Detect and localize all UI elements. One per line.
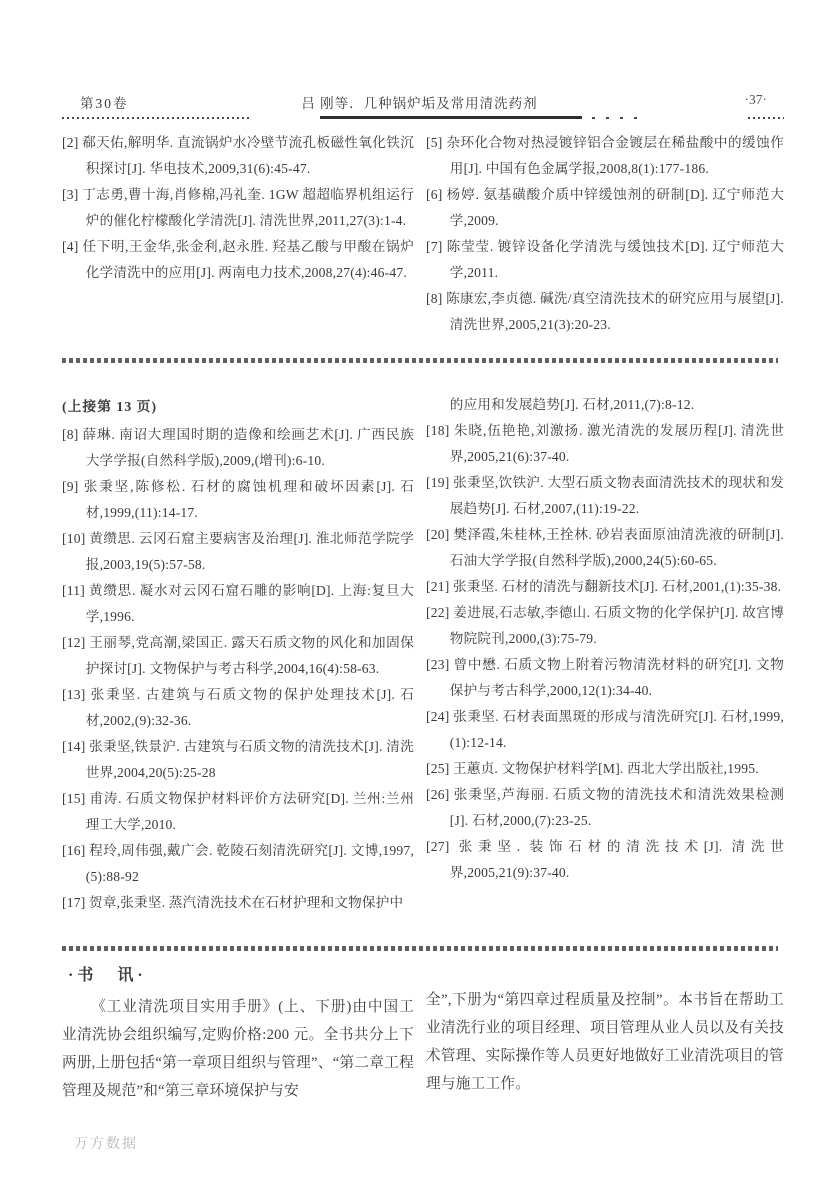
reference-item: [25] 王蕙贞. 文物保护材料学[M]. 西北大学出版社,1995. bbox=[426, 761, 759, 776]
book-news-right-column bbox=[426, 962, 784, 1105]
book-news-section bbox=[62, 962, 790, 1105]
reference-item: [6] 杨婷. 氨基磺酸介质中锌缓蚀剂的研制[D]. 辽宁师范大学,2009. bbox=[426, 187, 784, 228]
references-top-right-column bbox=[426, 130, 784, 338]
reference-item: [16] 程玲,周伟强,戴广会. 乾陵石刻清洗研究[J]. 文博,1997,(5):88-92 bbox=[62, 843, 414, 884]
reference-item: [13] 张秉坚. 古建筑与石质文物的保护处理技术[J]. 石材,2002,(9):32-36. bbox=[62, 687, 414, 728]
section-divider bbox=[62, 358, 778, 363]
reference-item: [17] 贺章,张秉坚. 蒸汽清洗技术在石材护理和文物保护中 bbox=[62, 895, 404, 910]
reference-item: [19] 张秉坚,饮铁沪. 大型石质文物表面清洗技术的现状和发展趋势[J]. 石材,2007,(11):19-22. bbox=[426, 475, 784, 516]
reference-item: [20] 樊泽霞,朱桂林,王拴林. 砂岩表面原油清洗液的研制[J]. 石油大学学报(自然科学版),2000,24(5):60-65. bbox=[426, 527, 784, 568]
wanfang-watermark: 万方数据 bbox=[74, 1137, 138, 1152]
book-news-text-right: 全”,下册为“第四章过程质量及控制”。本书旨在帮助工业清洗行业的项目经理、项目管理从业人员以及有关技术管理、实际操作等人员更好地做好工业清洗项目的管理与施工工作。 bbox=[426, 992, 784, 1092]
reference-item: [11] 黄缵思. 凝水对云冈石窟石雕的影响[D]. 上海:复旦大学,1996. bbox=[62, 583, 414, 624]
book-news-left-column bbox=[62, 962, 414, 1105]
page-number: ·37· bbox=[744, 92, 767, 107]
reference-carryover-line: 的应用和发展趋势[J]. 石材,2011,(7):8-12. bbox=[449, 397, 695, 412]
reference-item: [12] 王丽琴,党高潮,梁国正. 露天石质文物的风化和加固保护探讨[J]. 文物保护与考古科学,2004,16(4):58-63. bbox=[62, 635, 414, 676]
reference-item: [2] 郗天佑,解明华. 直流锅炉水冷壁节流孔板磁性氧化铁沉积探讨[J]. 华电技术,2009,31(6):45-47. bbox=[62, 135, 414, 176]
section-divider bbox=[62, 946, 778, 951]
reference-item: [3] 丁志勇,曹十海,肖修棉,冯礼奎. 1GW 超超临界机组运行炉的催化柠檬酸化学清洗[J]. 清洗世界,2011,27(3):1-4. bbox=[62, 187, 414, 228]
reference-item: [21] 张秉坚. 石材的清洗与翻新技术[J]. 石材,2001,(1):35-38. bbox=[426, 579, 782, 594]
continued-left-column bbox=[62, 392, 414, 916]
reference-item: [14] 张秉坚,铁景沪. 古建筑与石质文物的清洗技术[J]. 清洗世界,2004,20(5):25-28 bbox=[62, 739, 414, 780]
reference-item: [18] 朱晓,伍艳艳,刘激扬. 激光清洗的发展历程[J]. 清洗世界,2005,21(6):37-40. bbox=[426, 423, 784, 464]
reference-item: [7] 陈莹莹. 镀锌设备化学清洗与缓蚀技术[D]. 辽宁师范大学,2011. bbox=[426, 239, 784, 280]
header-rule-dots bbox=[592, 117, 644, 119]
header-rule-right bbox=[748, 117, 784, 119]
book-news-text-left: 《工业清洗项目实用手册》(上、下册)由中国工业清洗协会组织编写,定购价格:200 元。全书共分上下两册,上册包括“第一章项目组织与管理”、“第二章工程管理及规范”和“第三章环境保护与安 bbox=[62, 999, 414, 1099]
running-title: 吕 刚等．几种锅炉垢及常用清洗药剂 bbox=[301, 96, 538, 111]
reference-item: [23] 曾中懋. 石质文物上附着污物清洗材料的研究[J]. 文物保护与考古科学,2000,12(1):34-40. bbox=[426, 657, 784, 698]
header-rule-center bbox=[320, 116, 582, 119]
references-top-left-column bbox=[62, 130, 414, 338]
reference-item: [10] 黄缵思. 云冈石窟主要病害及治理[J]. 淮北师范学院学报,2003,19(5):57-58. bbox=[62, 531, 414, 572]
reference-item: [8] 陈康宏,李贞德. 碱洗/真空清洗技术的研究应用与展望[J]. 清洗世界,2005,21(3):20-23. bbox=[426, 291, 784, 332]
reference-item: [5] 杂环化合物对热浸镀锌铝合金镀层在稀盐酸中的缓蚀作用[J]. 中国有色金属学报,2008,8(1):177-186. bbox=[426, 135, 784, 176]
volume-label: 第30卷 bbox=[80, 96, 129, 111]
references-top-section bbox=[62, 130, 790, 338]
reference-item: [22] 姜进展,石志敏,李德山. 石质文物的化学保护[J]. 故宫博物院院刊,2000,(3):75-79. bbox=[426, 605, 784, 646]
book-news-title: ·书 讯· bbox=[68, 967, 147, 984]
page-header bbox=[62, 92, 777, 116]
reference-item: [4] 任下明,王金华,张金利,赵永胜. 羟基乙酸与甲酸在锅炉化学清洗中的应用[J]. 两南电力技术,2008,27(4):46-47. bbox=[62, 239, 414, 280]
continued-right-column bbox=[426, 392, 784, 916]
reference-item: [8] 薛琳. 南诏大理国时期的造像和绘画艺术[J]. 广西民族大学学报(自然科学版),2009,(增刊):6-10. bbox=[62, 427, 414, 468]
continued-from-note: (上接第 13 页) bbox=[62, 399, 158, 414]
reference-item: [27] 张秉坚. 装饰石材的清洗技术[J]. 清洗世界,2005,21(9):37-40. bbox=[426, 839, 784, 880]
reference-item: [26] 张秉坚,芦海丽. 石质文物的清洗技术和清洗效果检测[J]. 石材,2000,(7):23-25. bbox=[426, 787, 784, 828]
header-rule-left bbox=[62, 117, 252, 119]
reference-item: [15] 甫涛. 石质文物保护材料评价方法研究[D]. 兰州:兰州理工大学,2010. bbox=[62, 791, 414, 832]
reference-item: [24] 张秉坚. 石材表面黑斑的形成与清洗研究[J]. 石材,1999,(1):12-14. bbox=[426, 709, 784, 750]
reference-item: [9] 张秉坚,陈修松. 石材的腐蚀机理和破坏因素[J]. 石材,1999,(11):14-17. bbox=[62, 479, 414, 520]
continued-references-section bbox=[62, 392, 790, 916]
